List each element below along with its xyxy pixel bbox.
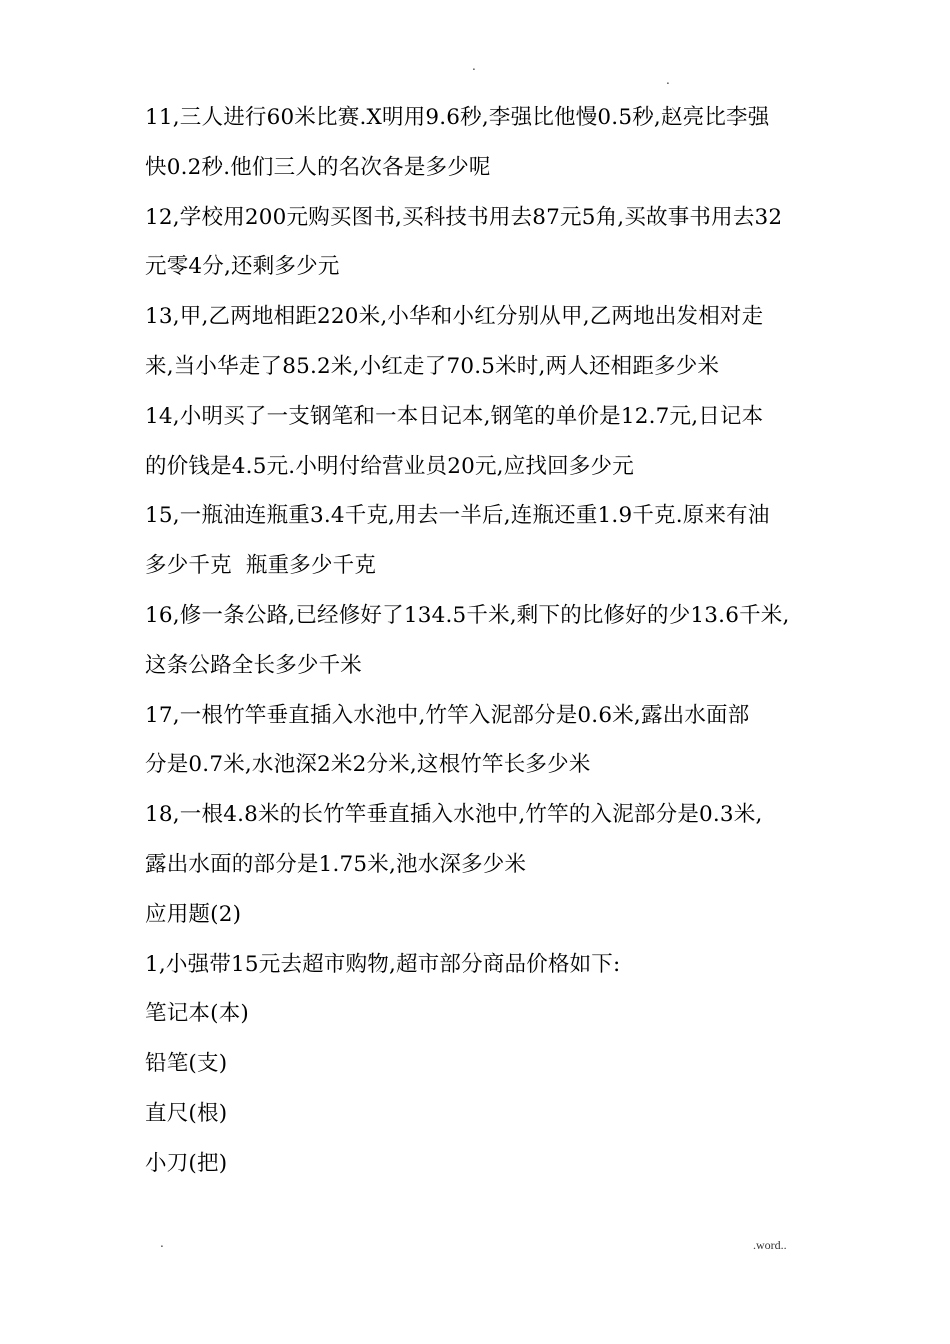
text-line: 13,甲,乙两地相距220米,小华和小红分别从甲,乙两地出发相对走: [145, 304, 764, 330]
text-line: 11,三人进行60米比赛.X明用9.6秒,李强比他慢0.5秒,赵亮比李强: [145, 105, 770, 130]
document-body: [145, 93, 825, 1189]
text-line: 来,当小华走了85.2米,小红走了70.5米时,两人还相距多少米: [145, 353, 720, 379]
list-item: 铅笔(支): [145, 1051, 228, 1077]
section-heading: 应用题(2): [145, 901, 242, 927]
text-line: 1,小强带15元去超市购物,超市部分商品价格如下:: [145, 951, 621, 977]
list-item: 小刀(把): [145, 1150, 228, 1176]
text-line: 12,学校用200元购买图书,买科技书用去87元5角,买故事书用去32: [145, 204, 783, 230]
list-item: 笔记本(本): [145, 1001, 249, 1027]
text-line: 18,一根4.8米的长竹竿垂直插入水池中,竹竿的入泥部分是0.3米,: [145, 802, 763, 828]
text-line: 14,小明买了一支钢笔和一本日记本,钢笔的单价是12.7元,日记本: [145, 403, 764, 429]
text-line: 这条公路全长多少千米: [145, 652, 363, 678]
footer-watermark: .word..: [753, 1238, 787, 1252]
list-item: 直尺(根): [145, 1100, 228, 1126]
text-line: 多少千克 瓶重多少千克: [145, 553, 377, 579]
text-line: 分是0.7米,水池深2米2分米,这根竹竿长多少米: [145, 752, 591, 778]
header-dot: .: [472, 59, 476, 73]
footer-dot: .: [160, 1236, 164, 1250]
text-line: 快0.2秒.他们三人的名次各是多少呢: [145, 154, 491, 180]
text-line: 元零4分,还剩多少元: [145, 254, 340, 280]
header-dot: .: [666, 73, 670, 87]
text-line: 15,一瓶油连瓶重3.4千克,用去一半后,连瓶还重1.9千克.原来有油: [145, 503, 770, 529]
text-line: 17,一根竹竿垂直插入水池中,竹竿入泥部分是0.6米,露出水面部: [145, 702, 750, 728]
text-line: 的价钱是4.5元.小明付给营业员20元,应找回多少元: [145, 453, 634, 479]
text-line: 16,修一条公路,已经修好了134.5千米,剩下的比修好的少13.6千米,: [145, 602, 790, 628]
text-line: 露出水面的部分是1.75米,池水深多少米: [145, 851, 527, 877]
